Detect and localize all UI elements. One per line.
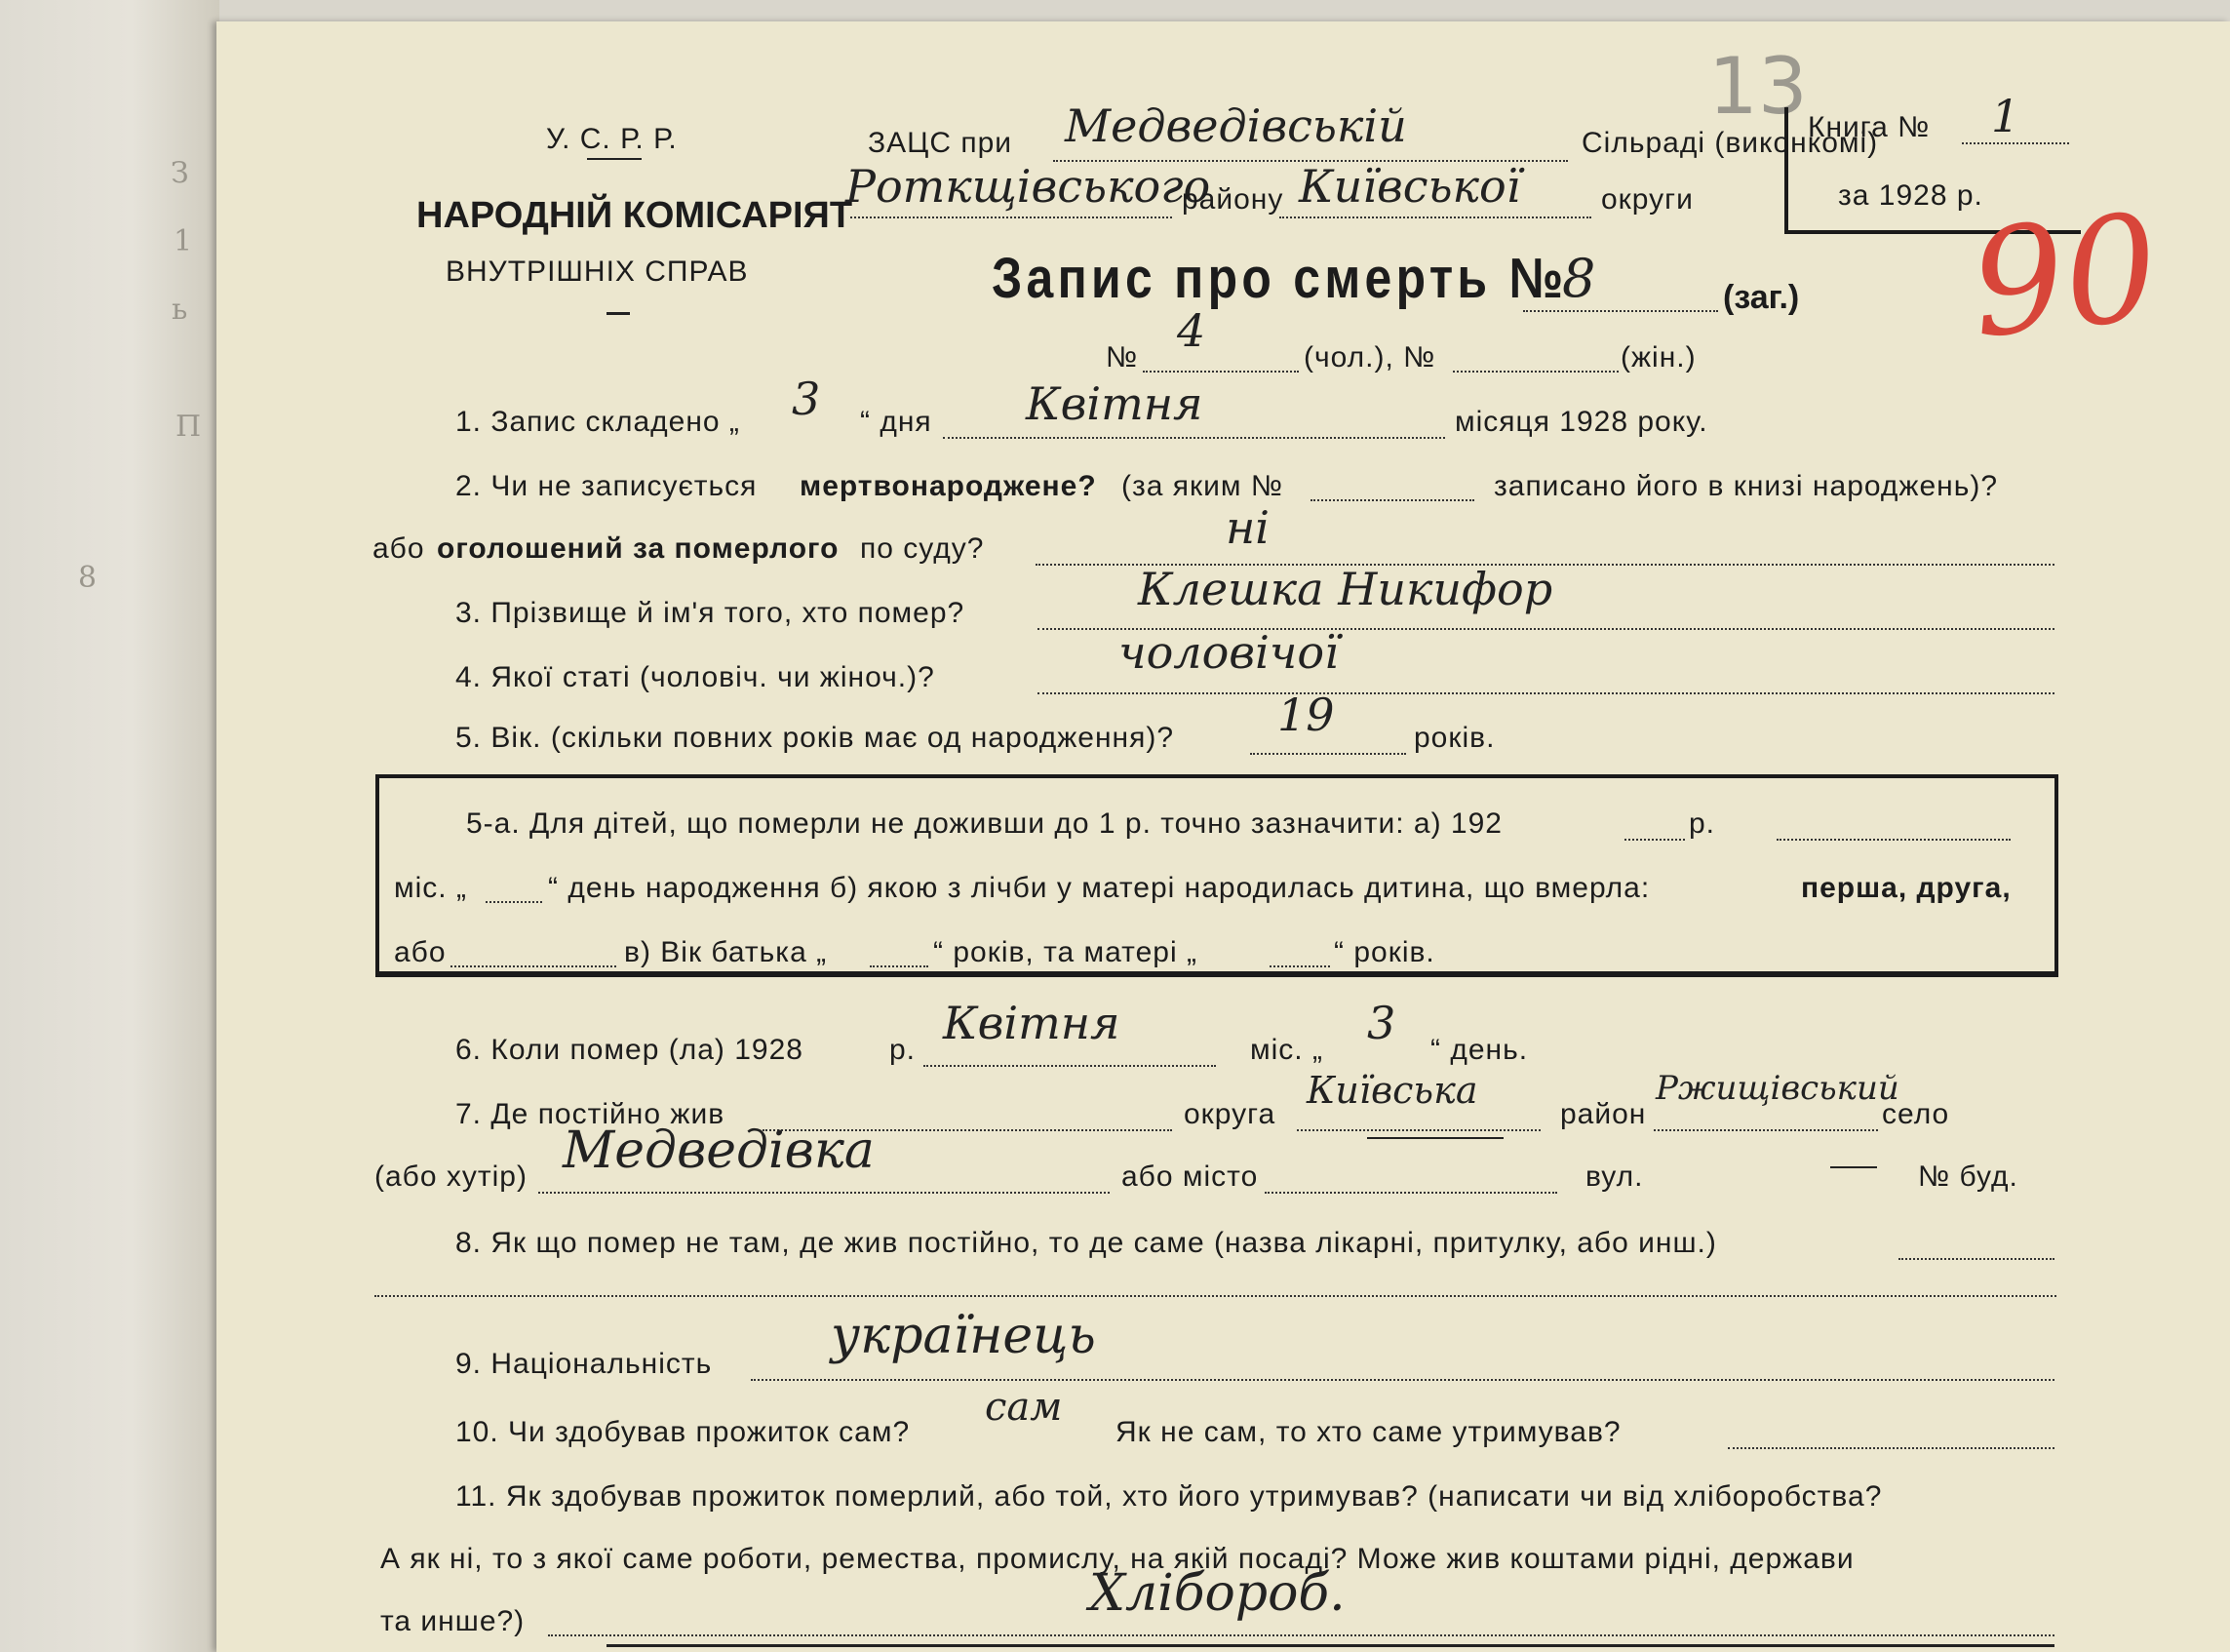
field-6-end: “ день. (1430, 1034, 1529, 1066)
field-9-line (751, 1379, 2054, 1381)
field-5a-extra-line (1777, 839, 2011, 841)
field-5a-line3-c: “ років, та матері „ (933, 936, 1197, 968)
field-2-line (1311, 499, 1474, 501)
edge-mark: З (171, 156, 189, 190)
field-1-mid: “ дня (860, 406, 932, 438)
field-5-value: 19 (1277, 688, 1335, 741)
district-line (850, 216, 1172, 218)
death-record-form (216, 21, 2230, 1652)
field-9-value: українець (831, 1307, 1096, 1365)
field-2-label-c: (за яким № (1121, 470, 1284, 502)
field-4-value: чоловічої (1118, 626, 1339, 679)
field-5a-mother-line (1270, 965, 1330, 967)
field-7-rayon-label: район (1560, 1098, 1647, 1130)
red-pencil-number: 90 (1963, 182, 2167, 372)
field-2b-label-b: оголошений за померлого (437, 532, 840, 565)
zags-label: ЗАЦС при (868, 127, 1013, 159)
field-7b-house-label: № буд. (1918, 1160, 2018, 1193)
divider (606, 312, 630, 315)
male-number: 4 (1177, 304, 1206, 357)
ministry-subtitle: ВНУТРІШНІХ СПРАВ (446, 256, 749, 288)
edge-mark: 8 (78, 561, 98, 595)
field-11-line (548, 1634, 2054, 1636)
record-suffix: (заг.) (1723, 279, 1800, 316)
divider (587, 158, 642, 160)
field-5-unit: років. (1414, 722, 1496, 754)
ministry-name: НАРОДНІЙ КОМІСАРІЯТ (416, 195, 853, 236)
okrug-line (1279, 216, 1591, 218)
field-5a-day-line (486, 901, 542, 903)
book-year: за 1928 р. (1838, 179, 1983, 212)
field-2b-label-a: або (372, 532, 425, 565)
field-4-line (1037, 692, 2054, 694)
field-11-line3: та инше?) (380, 1605, 526, 1637)
field-10-value: сам (985, 1385, 1063, 1430)
field-4-label: 4. Якої статі (чоловіч. чи жіноч.)? (455, 661, 935, 693)
field-7-label: 7. Де постійно жив (455, 1098, 725, 1130)
okrug-value: Київської (1299, 160, 1521, 213)
field-6-month-line (923, 1065, 1216, 1067)
book-value: 1 (1991, 90, 2020, 142)
record-number-line (1523, 310, 1718, 312)
field-11-value: Хлібороб. (1089, 1564, 1346, 1623)
field-7b-street-label: вул. (1585, 1160, 1644, 1193)
field-7-okrug-value: Київська (1307, 1069, 1478, 1112)
field-3-label: 3. Прізвище й ім'я того, хто помер? (455, 597, 965, 629)
book-label: Книга № (1808, 111, 1931, 143)
field-5-label: 5. Вік. (скільки повних років має од народження)? (455, 722, 1175, 754)
field-8-line-a (1898, 1258, 2054, 1260)
field-11-line2: А як ні, то з якої саме роботи, ремества, промислу, на якій посаді? Може жив коштами рідні, держави (380, 1543, 1855, 1575)
field-11-line1: 11. Як здобував прожиток померлий, або той, хто його утримував? (написати чи від хліборобства? (455, 1480, 1883, 1513)
council-label: Сільраді (виконкомі) (1582, 127, 1879, 159)
field-10-rest: Як не сам, то хто саме утримував? (1115, 1416, 1622, 1448)
field-7b-label: (або хутір) (374, 1160, 528, 1193)
field-5-line (1250, 753, 1406, 755)
left-edge-strip (0, 0, 219, 1652)
field-7b-city-label: або місто (1121, 1160, 1259, 1193)
field-5a-or-line (450, 965, 616, 967)
state-name: У. С. Р. Р. (546, 123, 678, 155)
field-1-end: місяця 1928 року. (1455, 406, 1708, 438)
field-9-label: 9. Національність (455, 1348, 713, 1380)
book-line (1962, 142, 2069, 144)
num-label: № (1106, 341, 1139, 374)
field-6-month: Квітня (943, 997, 1120, 1049)
field-2b-label-c: по суду? (860, 532, 985, 565)
field-7b-line (538, 1192, 1110, 1194)
field-5a-year-line (1624, 839, 1685, 841)
dash-mark (1830, 1166, 1877, 1168)
field-5a-line1: 5-а. Для дітей, що померли не доживши до 1 р. точно зазначити: а) 192 (466, 807, 1503, 840)
edge-mark: ь (172, 293, 188, 327)
field-1-month: Квітня (1026, 377, 1203, 430)
field-8-line-b (374, 1295, 2056, 1297)
field-7-village-label: село (1882, 1098, 1950, 1130)
zags-value: Медведівській (1065, 99, 1407, 152)
female-label: (жін.) (1621, 341, 1697, 374)
edge-mark: П (176, 410, 202, 444)
record-number: 8 (1562, 248, 1596, 309)
male-label: (чол.), № (1304, 341, 1436, 374)
field-5a-line1-end: р. (1689, 807, 1716, 840)
field-10-label: 10. Чи здобував прожиток сам? (455, 1416, 911, 1448)
field-6-mid2: міс. „ (1250, 1034, 1323, 1066)
field-5a-line3-d: “ років. (1334, 936, 1435, 968)
field-1-label: 1. Запис складено „ (455, 406, 740, 438)
district-value: Роткщівського (845, 160, 1211, 213)
field-1-line (943, 437, 1445, 439)
male-number-line (1143, 371, 1299, 373)
field-5a-line3-b: в) Вік батька „ (624, 936, 828, 968)
field-5a-line3-a: або (394, 936, 447, 968)
field-5a-line2-c: перша, друга, (1801, 872, 2012, 904)
field-2-label-b: мертвонароджене? (800, 470, 1097, 502)
field-6-label: 6. Коли помер (ла) 1928 (455, 1034, 803, 1066)
field-1-day: 3 (792, 373, 821, 425)
female-number-line (1453, 371, 1619, 373)
field-6-mid: р. (889, 1034, 917, 1066)
field-7-rayon-value: Ржищівський (1656, 1069, 1899, 1108)
field-2-label-d: записано його в книзі народжень)? (1494, 470, 1999, 502)
field-6-day: 3 (1367, 997, 1396, 1049)
field-7-okrug-label: округа (1184, 1098, 1276, 1130)
pencil-annotation: 13 (1708, 41, 1808, 132)
field-5a-line2-a: міс. „ (394, 872, 467, 904)
edge-mark: 1 (174, 224, 193, 258)
field-3-value: Клешка Никифор (1138, 563, 1553, 615)
field-8-label: 8. Як що помер не там, де жив постійно, то де саме (назва лікарні, притулку, або инш.) (455, 1227, 1717, 1259)
bottom-rule (606, 1644, 2054, 1647)
okrug-label: округи (1601, 183, 1694, 216)
field-7b-value: Медведівка (563, 1121, 875, 1180)
dash-mark (1367, 1137, 1504, 1139)
form-title: Запис про смерть № (992, 247, 1568, 310)
field-7-okrug-line (1297, 1129, 1541, 1131)
district-label: району (1182, 183, 1284, 216)
field-5a-father-line (870, 965, 928, 967)
field-7-rayon-line (1654, 1129, 1878, 1131)
field-5a-line2-b: “ день народження б) якою з лічби у матері народилась дитина, що вмерла: (548, 872, 1651, 904)
field-7b-city-line (1265, 1192, 1557, 1194)
field-2-label-a: 2. Чи не записується (455, 470, 758, 502)
field-10-line (1728, 1447, 2054, 1449)
field-2b-value: ні (1226, 501, 1271, 554)
